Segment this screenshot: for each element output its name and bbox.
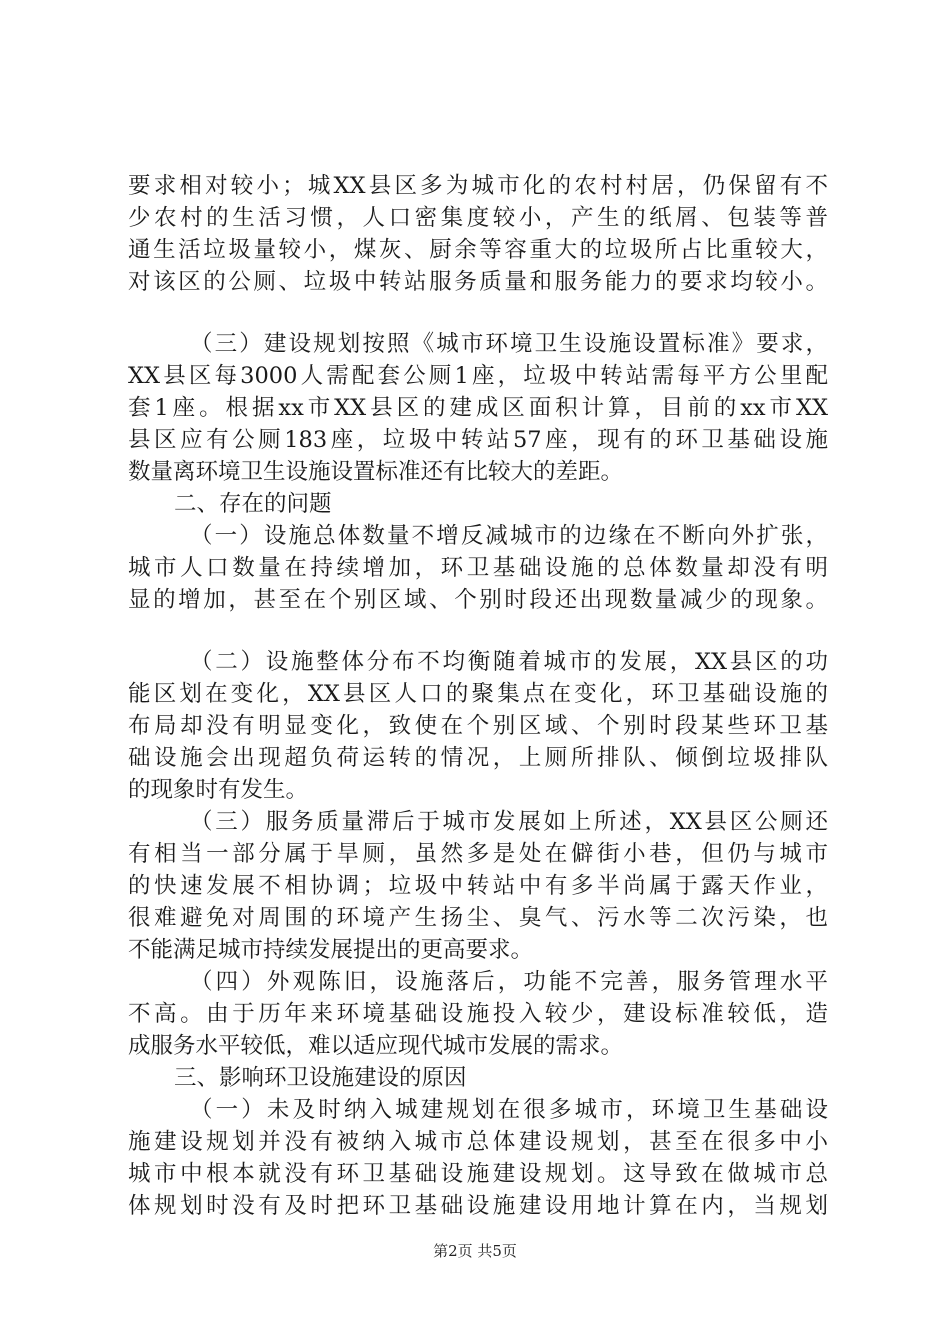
paragraph-5 xyxy=(128,806,828,966)
text-line: 的现象时有发生。 xyxy=(128,777,309,803)
spacer xyxy=(128,616,828,646)
document-body xyxy=(128,170,828,1222)
text-line: 布局却没有明显变化，致使在个别区域、个别时段某些环卫基 xyxy=(128,713,828,739)
section-heading-3: 三、影响环卫设施建设的原因 xyxy=(174,1065,467,1091)
text-line: （二）设施整体分布不均衡随着城市的发展，XX县区的功 xyxy=(190,649,828,675)
text-line: 施建设规划并没有被纳入城市总体建设规划，甚至在很多中小 xyxy=(128,1129,828,1155)
text-line: （三）服务质量滞后于城市发展如上所述，XX县区公厕还 xyxy=(190,809,828,835)
text-line: 很难避免对周围的环境产生扬尘、臭气、污水等二次污染，也 xyxy=(128,905,828,931)
text-line: 不能满足城市持续发展提出的更高要求。 xyxy=(128,937,534,963)
paragraph-6 xyxy=(128,966,828,1062)
text-line: 体规划时没有及时把环卫基础设施建设用地计算在内，当规划 xyxy=(128,1193,828,1219)
section-heading-2: 二、存在的问题 xyxy=(174,491,332,517)
spacer xyxy=(128,298,828,328)
text-line: （三）建设规划按照《城市环境卫生设施设置标准》要求， xyxy=(190,331,828,357)
paragraph-1 xyxy=(128,170,828,298)
text-line: 有相当一部分属于旱厕，虽然多是处在僻街小巷，但仍与城市 xyxy=(128,841,828,867)
text-line: 的快速发展不相协调；垃圾中转站中有多半尚属于露天作业， xyxy=(128,873,828,899)
text-line: （一）设施总体数量不增反减城市的边缘在不断向外扩张， xyxy=(190,523,828,549)
text-line: 要求相对较小；城XX县区多为城市化的农村村居，仍保留有不 xyxy=(128,173,828,199)
text-line: 通生活垃圾量较小，煤灰、厨余等容重大的垃圾所占比重较大， xyxy=(128,237,828,263)
paragraph-3 xyxy=(128,520,828,616)
text-line: 套1座。根据xx市XX县区的建成区面积计算，目前的xx市XX xyxy=(128,395,828,421)
page-number-footer: 第2页 共5页 xyxy=(433,1242,517,1260)
text-line: 城市人口数量在持续增加，环卫基础设施的总体数量却没有明 xyxy=(128,555,828,581)
text-line: 城市中根本就没有环卫基础设施建设规划。这导致在做城市总 xyxy=(128,1161,828,1187)
text-line: 县区应有公厕183座，垃圾中转站57座，现有的环卫基础设施 xyxy=(128,427,828,453)
text-line: 显的增加，甚至在个别区域、个别时段还出现数量减少的现象。 xyxy=(128,587,828,613)
text-line: 数量离环境卫生设施设置标准还有比较大的差距。 xyxy=(128,459,624,485)
text-line: 少农村的生活习惯，人口密集度较小，产生的纸屑、包装等普 xyxy=(128,205,828,231)
text-line: 不高。由于历年来环境基础设施投入较少，建设标准较低，造 xyxy=(128,1001,828,1027)
text-line: 础设施会出现超负荷运转的情况，上厕所排队、倾倒垃圾排队 xyxy=(128,745,828,771)
text-line: （四）外观陈旧，设施落后，功能不完善，服务管理水平 xyxy=(190,969,828,995)
text-line: （一）未及时纳入城建规划在很多城市，环境卫生基础设 xyxy=(190,1097,828,1123)
paragraph-2 xyxy=(128,328,828,488)
paragraph-7 xyxy=(128,1094,828,1222)
text-line: 对该区的公厕、垃圾中转站服务质量和服务能力的要求均较小。 xyxy=(128,269,828,295)
text-line: 能区划在变化，XX县区人口的聚集点在变化，环卫基础设施的 xyxy=(128,681,828,707)
text-line: XX县区每3000人需配套公厕1座，垃圾中转站需每平方公里配 xyxy=(128,363,828,389)
text-line: 成服务水平较低，难以适应现代城市发展的需求。 xyxy=(128,1033,624,1059)
paragraph-4 xyxy=(128,646,828,806)
